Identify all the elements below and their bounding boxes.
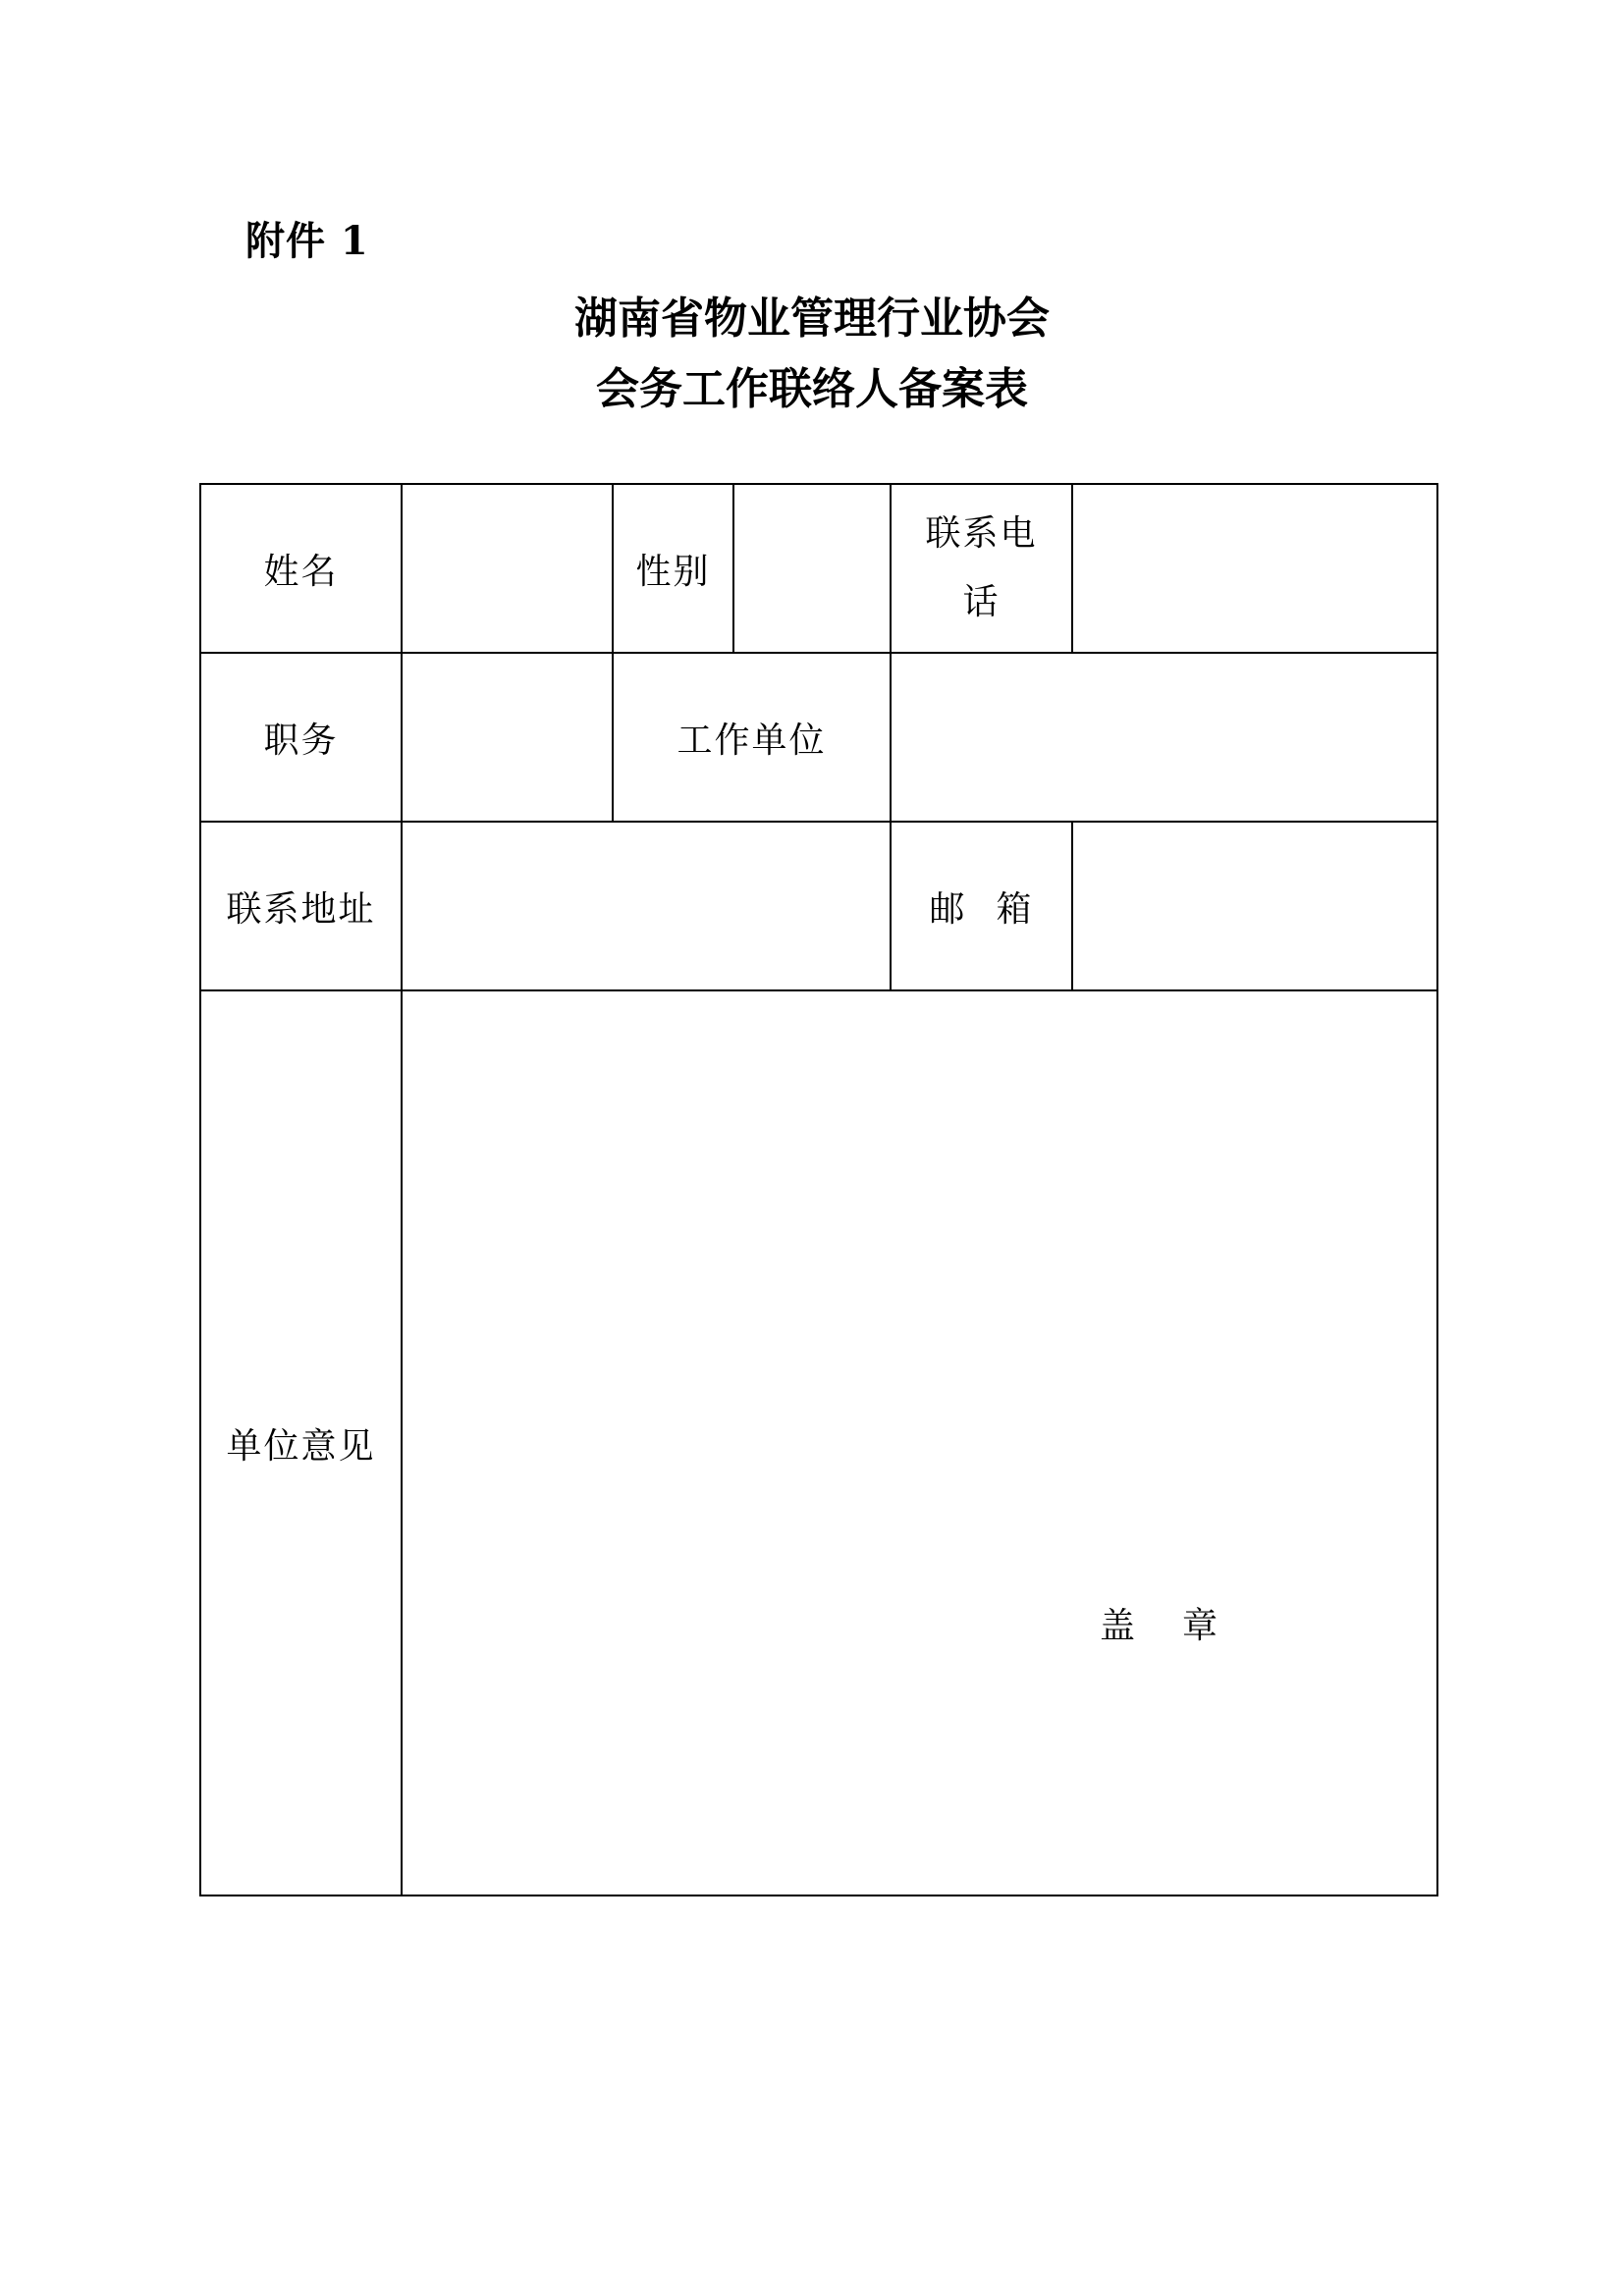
work-unit-field[interactable] [891, 653, 1437, 822]
seal-char2: 章 [1182, 1606, 1220, 1646]
email-field[interactable] [1072, 822, 1437, 990]
form-row-address [200, 822, 1437, 990]
gender-field[interactable] [733, 484, 891, 653]
phone-label [891, 484, 1072, 653]
form-row-basic-info [200, 484, 1437, 653]
seal-label [1100, 1598, 1219, 1648]
email-label-char1: 邮 [929, 888, 967, 930]
name-label: 姓名 [200, 484, 402, 653]
seal-char1: 盖 [1100, 1606, 1138, 1646]
attachment-label: 附件 1 [245, 218, 369, 264]
address-label: 联系地址 [200, 822, 402, 990]
form-row-opinion [200, 990, 1437, 1896]
form-row-position [200, 653, 1437, 822]
form-title-line1: 湖南省物业管理行业协会 [574, 294, 1050, 344]
email-label-char2: 箱 [996, 888, 1034, 930]
position-field[interactable] [402, 653, 613, 822]
unit-opinion-label: 单位意见 [200, 990, 402, 1896]
gender-label: 性别 [613, 484, 733, 653]
name-field[interactable] [402, 484, 613, 653]
phone-field[interactable] [1072, 484, 1437, 653]
registration-form-table [199, 483, 1438, 1896]
position-label: 职务 [200, 653, 402, 822]
email-label [891, 822, 1072, 990]
form-title-line2: 会务工作联络人备案表 [596, 364, 1028, 414]
unit-opinion-field[interactable] [402, 990, 1437, 1896]
address-field[interactable] [402, 822, 891, 990]
work-unit-label: 工作单位 [613, 653, 891, 822]
phone-label-part2: 话 [962, 582, 1001, 622]
phone-label-part1: 联系电 [925, 513, 1038, 554]
